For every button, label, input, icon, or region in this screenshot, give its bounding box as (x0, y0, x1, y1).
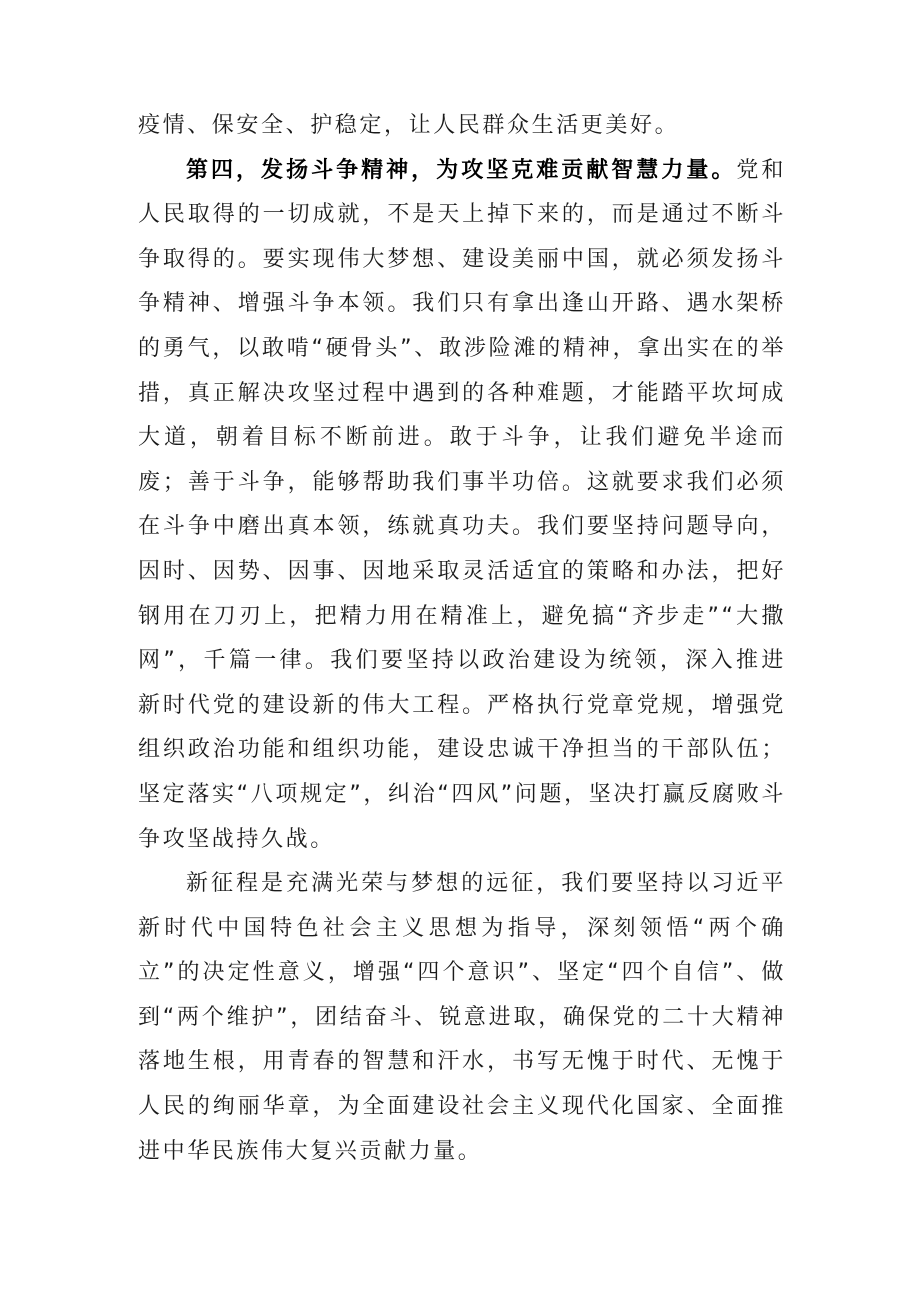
paragraph-text: 疫情、保安全、护稳定，让人民群众生活更美好。 (138, 113, 680, 138)
paragraph-text: 党和人民取得的一切成就，不是天上掉下来的，而是通过不断斗争取得的。要实现伟大梦想、建设美丽中国，就必须发扬斗争精神、增强斗争本领。我们只有拿出逢山开路、遇水架桥的勇气，以敢啃“硬骨头”、敢涉险滩的精神，拿出实在的举措，真正解决攻坚过程中遇到的各种难题，才能踏平坎坷成大道，朝着目标不断前进。敢于斗争，让我们避免半途而废；善于斗争，能够帮助我们事半功倍。这就要求我们必须在斗争中磨出真本领，练就真功夫。我们要坚持问题导向，因时、因势、因事、因地采取灵活适宜的策略和办法，把好钢用在刀刃上，把精力用在精准上，避免搞“齐步走”“大撒网”，千篇一律。我们要坚持以政治建设为统领，深入推进新时代党的建设新的伟大工程。严格执行党章党规，增强党组织政治功能和组织功能，建设忠诚干净担当的干部队伍；坚定落实“八项规定”，纠治“四风”问题，坚决打赢反腐败斗争攻坚战持久战。 (138, 157, 787, 852)
document-body (138, 104, 786, 1174)
paragraph-conclusion (138, 862, 786, 1174)
paragraph-text: 新征程是充满光荣与梦想的远征，我们要坚持以习近平新时代中国特色社会主义思想为指导，深刻领悟“两个确立”的决定性意义，增强“四个意识”、坚定“四个自信”、做到“两个维护”，团结奋斗、锐意进取，确保党的二十大精神落地生根，用青春的智慧和汗水，书写无愧于时代、无愧于人民的绚丽华章，为全面建设社会主义现代化国家、全面推进中华民族伟大复兴贡献力量。 (138, 871, 786, 1164)
paragraph-heading: 第四，发扬斗争精神，为攻坚克难贡献智慧力量。 (186, 157, 737, 183)
paragraph-fourth-point (138, 149, 786, 863)
paragraph-continuation (138, 104, 786, 149)
